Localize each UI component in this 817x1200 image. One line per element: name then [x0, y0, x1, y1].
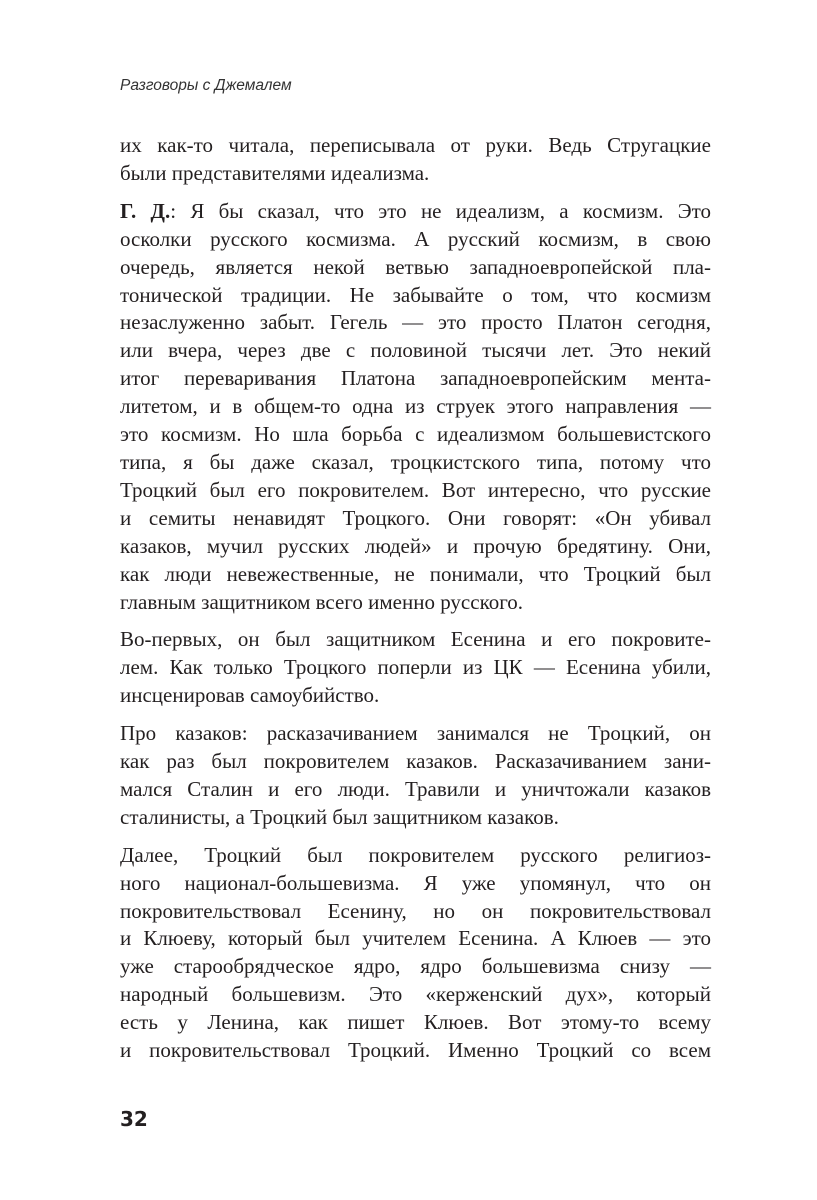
text-line: покровительствовал Есенину, но он покровительствовал [120, 898, 711, 923]
text-line: Во-первых, он был защитником Есенина и его покровите- [120, 627, 711, 652]
paragraph [120, 132, 711, 188]
text-line: сталинисты, а Троцкий был защитником казаков. [120, 804, 559, 829]
text-line: тонической традиции. Не забывайте о том, что космизм [120, 282, 711, 307]
text-line: Далее, Троцкий был покровителем русского религиоз- [120, 842, 711, 867]
text-line: итог переваривания Платона западноевропейским мента- [120, 366, 711, 391]
text-line: как раз был покровителем казаков. Расказачиванием зани- [120, 749, 711, 774]
text-line: инсценировав самоубийство. [120, 683, 380, 708]
text-line: уже старообрядческое ядро, ядро большевизма снизу — [120, 954, 711, 979]
text-line: осколки русского космизма. А русский космизм, в свою [120, 226, 711, 251]
text-line: казаков, мучил русских людей» и прочую бредятину. Они, [120, 533, 711, 558]
text-line: как люди невежественные, не понимали, что Троцкий был [120, 561, 711, 586]
text-line: и покровительствовал Троцкий. Именно Троцкий со всем [120, 1038, 711, 1063]
text-line-content: : Я бы сказал, что это не идеализм, а космизм. Это [170, 198, 711, 223]
paragraph [120, 198, 711, 617]
text-line: Троцкий был его покровителем. Вот интересно, что русские [120, 477, 711, 502]
text-line: были представителями идеализма. [120, 160, 430, 185]
text-line: Про казаков: расказачиванием занимался не Троцкий, он [120, 721, 711, 746]
body-text [120, 132, 711, 1075]
text-line [120, 198, 711, 226]
text-line: и Клюеву, который был учителем Есенина. А Клюев — это [120, 926, 711, 951]
text-line: главным защитником всего именно русского. [120, 589, 524, 614]
text-line: литетом, и в общем-то одна из струек этого направления — [120, 394, 711, 419]
text-line: это космизм. Но шла борьба с идеализмом большевистского [120, 422, 711, 447]
text-line: или вчера, через две с половиной тысячи лет. Это некий [120, 338, 711, 363]
text-line: и семиты ненавидят Троцкого. Они говорят: «Он убивал [120, 505, 711, 530]
text-line: ного национал-большевизма. Я уже упомянул, что он [120, 870, 711, 895]
text-line: их как-то читала, переписывала от руки. Ведь Стругацкие [120, 133, 711, 157]
text-line: есть у Ленина, как пишет Клюев. Вот этому-то всему [120, 1010, 711, 1035]
text-line: типа, я бы даже сказал, троцкистского типа, потому что [120, 449, 711, 474]
text-line: мался Сталин и его люди. Травили и уничтожали казаков [120, 776, 711, 801]
speaker-label: Г. Д. [120, 198, 171, 223]
page-number: 32 [120, 1107, 148, 1131]
running-header: Разговоры с Джемалем [120, 77, 292, 94]
text-line: лем. Как только Троцкого поперли из ЦК — Есенина убили, [120, 655, 711, 680]
text-line: народный большевизм. Это «керженский дух», который [120, 982, 711, 1007]
paragraph [120, 720, 711, 832]
text-line: незаслуженно забыт. Гегель — это просто Платон сегодня, [120, 310, 711, 335]
text-line: очередь, является некой ветвью западноевропейской пла- [120, 254, 711, 279]
paragraph [120, 842, 711, 1065]
paragraph [120, 626, 711, 710]
